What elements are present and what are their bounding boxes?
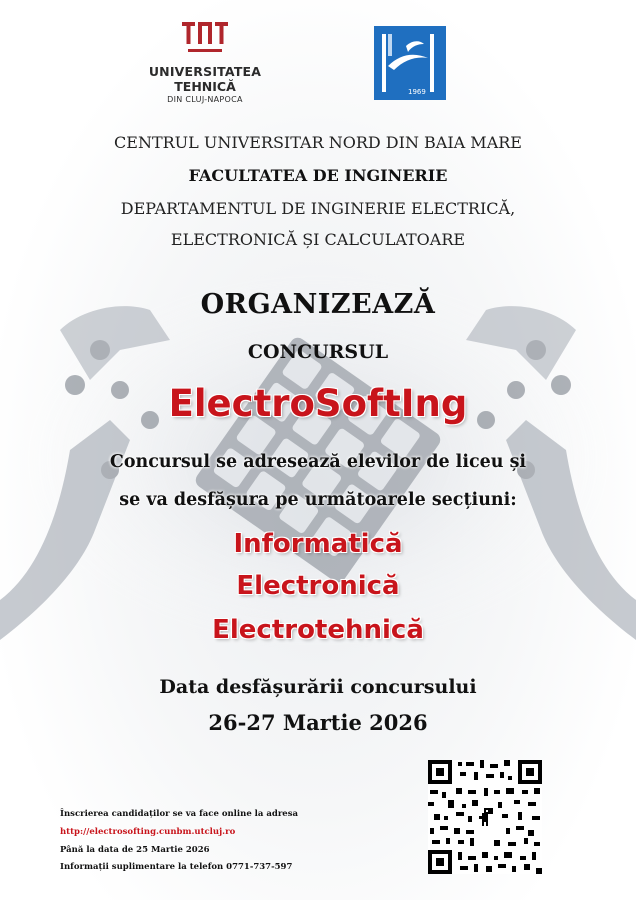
faculty-name: FACULTATEA DE INGINERIE (188, 166, 448, 185)
utcn-logo (140, 22, 270, 104)
department-line-2: ELECTRONICĂ ȘI CALCULATOARE (170, 230, 466, 249)
cunbm-logo (374, 26, 446, 100)
department-line-1: DEPARTAMENTUL DE INGINERIE ELECTRICĂ, (120, 199, 516, 218)
cunbm-year: 1969 (408, 88, 426, 96)
registration-deadline: Până la data de 25 Martie 2026 (60, 845, 210, 855)
phone-info: Informații suplimentare la telefon 0771-737-597 (60, 862, 293, 872)
contest-heading: CONCURSUL (247, 341, 389, 363)
utcn-city: DIN CLUJ-NAPOCA (167, 95, 243, 104)
centre-name: CENTRUL UNIVERSITAR NORD DIN BAIA MARE (114, 133, 522, 152)
section-informatica: Informatică (233, 529, 403, 559)
utcn-name-line2: TEHNICĂ (174, 79, 236, 94)
contest-title: ElectroSoftIng (168, 382, 468, 425)
registration-url-link[interactable]: http://electrosofting.cunbm.utcluj.ro (60, 827, 236, 837)
description-line-1: Concursul se adresează elevilor de liceu și (109, 452, 527, 472)
qr-code-icon[interactable] (428, 760, 542, 874)
utcn-name: UNIVERSITATEA (148, 64, 262, 79)
description-line-2: se va desfășura pe următoarele secțiuni: (119, 490, 517, 510)
utcn-mark-icon (182, 22, 228, 58)
date-label: Data desfășurării concursului (159, 676, 477, 698)
dinosaur-icon (478, 806, 494, 828)
registration-info: Înscrierea candidaților se va face online la adresa (60, 809, 299, 819)
organizes-heading: ORGANIZEAZĂ (200, 289, 436, 320)
section-electrotehnica: Electrotehnică (212, 615, 424, 645)
section-electronica: Electronică (236, 571, 400, 601)
date-value: 26-27 Martie 2026 (208, 710, 428, 735)
